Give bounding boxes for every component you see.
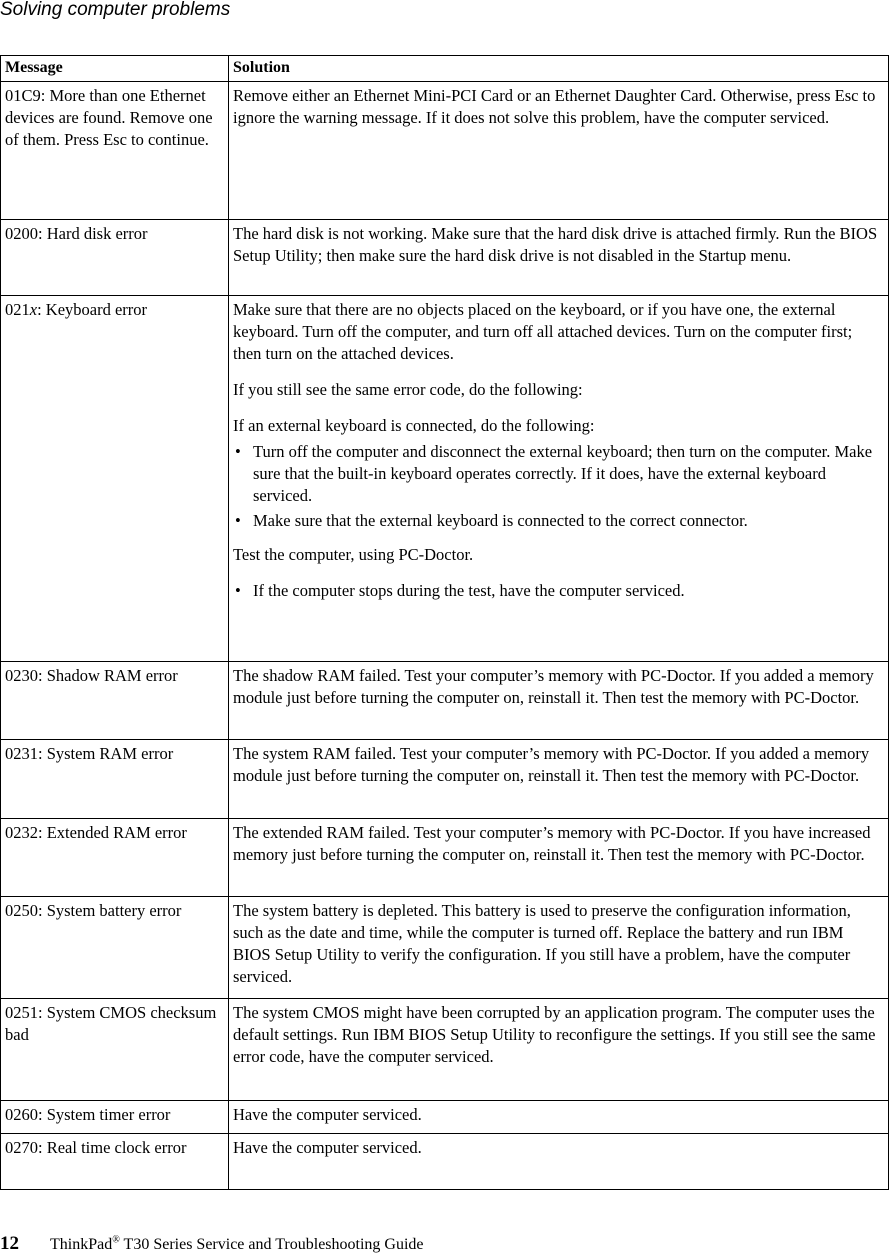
- page-number: 12: [0, 1233, 19, 1254]
- message-cell: 01C9: More than one Ethernet devices are found. Remove one of them. Press Esc to continue.: [1, 82, 229, 220]
- message-cell: 0251: System CMOS checksum bad: [1, 999, 229, 1101]
- table-row: [1, 296, 889, 662]
- solution-cell: [229, 662, 889, 740]
- solution-text: The system CMOS might have been corrupted by an application program. The computer uses the default settings. Run IBM BIOS Setup Utility to reconfigure the settings. If you still see the same error code, have the computer serviced.: [233, 1003, 876, 1066]
- solution-cell: [229, 999, 889, 1101]
- message-cell: 0231: System RAM error: [1, 740, 229, 819]
- solution-text: The extended RAM failed. Test your computer’s memory with PC-Doctor. If you have increased memory just before turning the computer on, reinstall it. Then test the memory with PC-Doctor.: [233, 823, 871, 864]
- table-header-row: [1, 56, 889, 82]
- solution-cell: [229, 1134, 889, 1190]
- solution-cell: [229, 819, 889, 897]
- message-cell: 0232: Extended RAM error: [1, 819, 229, 897]
- solution-text: Test the computer, using PC-Doctor.: [233, 545, 474, 564]
- column-header-solution: Solution: [229, 56, 889, 82]
- table-row: [1, 1101, 889, 1134]
- error-code-table: [0, 55, 889, 1190]
- solution-text: Remove either an Ethernet Mini-PCI Card or an Ethernet Daughter Card. Otherwise, press Esc to ignore the warning message. If it does not solve this problem, have the computer serviced.: [233, 86, 876, 127]
- registered-mark: ®: [112, 1234, 120, 1246]
- column-header-message: Message: [1, 56, 229, 82]
- solution-text: Make sure that there are no objects placed on the keyboard, or if you have one, the external keyboard. Turn off the computer, and turn off all attached devices. Turn on the computer first; then turn on the attached devices.: [233, 300, 853, 363]
- message-code-prefix: 021: [5, 300, 30, 319]
- bullet-list: [233, 580, 884, 602]
- solution-cell: [229, 1101, 889, 1134]
- solution-cell: [229, 897, 889, 999]
- solution-cell: [229, 296, 889, 662]
- message-cell: [1, 296, 229, 662]
- message-cell: 0250: System battery error: [1, 897, 229, 999]
- solution-cell: [229, 220, 889, 296]
- list-item: • If the computer stops during the test, have the computer serviced.: [233, 580, 884, 602]
- book-title-rest: T30 Series Service and Troubleshooting Guide: [119, 1236, 424, 1253]
- solution-text: Have the computer serviced.: [233, 1105, 422, 1124]
- table-row: [1, 82, 889, 220]
- message-code-suffix: : Keyboard error: [37, 300, 148, 319]
- table-row: [1, 740, 889, 819]
- book-title: [50, 1236, 424, 1253]
- page-title: Solving computer problems: [0, 0, 231, 20]
- solution-text: The shadow RAM failed. Test your computer’s memory with PC-Doctor. If you added a memory module just before turning the computer on, reinstall it. Then test the memory with PC-Doctor.: [233, 666, 874, 707]
- solution-text: The hard disk is not working. Make sure that the hard disk drive is attached firmly. Run the BIOS Setup Utility; then make sure the hard disk drive is not disabled in the Startup menu.: [233, 224, 878, 265]
- table-row: [1, 897, 889, 999]
- message-code-variable: x: [29, 300, 38, 319]
- solution-text: The system RAM failed. Test your computer’s memory with PC-Doctor. If you added a memory module just before turning the computer on, reinstall it. Then test the memory with PC-Doctor.: [233, 744, 870, 785]
- solution-text: Have the computer serviced.: [233, 1138, 422, 1157]
- solution-text: The system battery is depleted. This battery is used to preserve the configuration information, such as the date and time, while the computer is turned off. Replace the battery and run IBM BIOS Setup Utility to verify the configuration. If you still have a problem, have the computer serviced.: [233, 901, 851, 986]
- page-footer: [0, 1233, 424, 1256]
- message-cell: 0270: Real time clock error: [1, 1134, 229, 1190]
- solution-cell: [229, 740, 889, 819]
- solution-text: If you still see the same error code, do the following:: [233, 380, 583, 399]
- table-row: [1, 819, 889, 897]
- list-item: • Make sure that the external keyboard is connected to the correct connector.: [233, 510, 884, 532]
- message-cell: 0200: Hard disk error: [1, 220, 229, 296]
- book-title-brand: ThinkPad: [50, 1236, 113, 1253]
- table-row: [1, 999, 889, 1101]
- table-row: [1, 1134, 889, 1190]
- list-item: • Turn off the computer and disconnect the external keyboard; then turn on the computer. Make sure that the built-in keyboard operates correctly. If it does, have the external keyboard serviced.: [233, 441, 884, 507]
- table-row: [1, 662, 889, 740]
- solution-text: If an external keyboard is connected, do the following:: [233, 416, 595, 435]
- bullet-list: [233, 441, 884, 532]
- table-row: [1, 220, 889, 296]
- message-cell: 0230: Shadow RAM error: [1, 662, 229, 740]
- solution-cell: [229, 82, 889, 220]
- message-cell: 0260: System timer error: [1, 1101, 229, 1134]
